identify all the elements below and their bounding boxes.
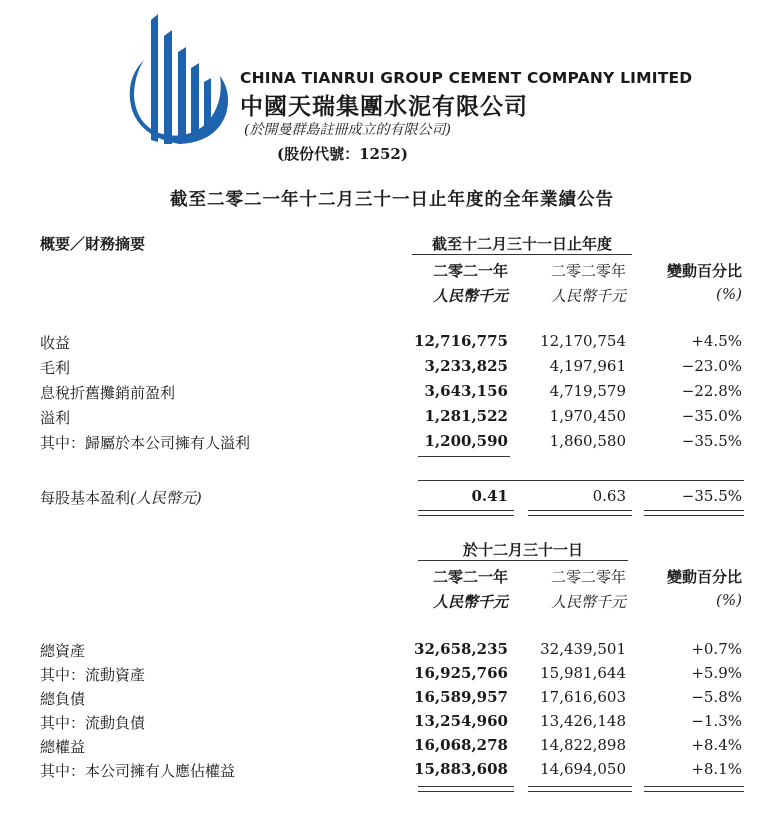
section-title: 概要／財務摘要	[40, 235, 146, 253]
table-row	[40, 332, 744, 356]
period-header: 截至十二月三十一日止年度	[431, 235, 612, 253]
company-logo	[120, 10, 230, 150]
value-change: +0.7%	[691, 640, 742, 658]
value-2020: 1,860,580	[549, 432, 626, 450]
row-label: 其中：流動負債	[40, 714, 146, 732]
column-change: 變動百分比	[666, 262, 742, 280]
column-unit-2020: 人民幣千元	[550, 287, 626, 305]
table-row	[40, 712, 744, 736]
row-underline	[418, 456, 510, 457]
value-2020: 4,719,579	[549, 382, 626, 400]
double-rule	[528, 786, 632, 792]
company-name-english: CHINA TIANRUI GROUP CEMENT COMPANY LIMITED	[240, 69, 693, 87]
value-change: −5.8%	[691, 688, 742, 706]
announcement-title: 截至二零二一年十二月三十一日止年度的全年業績公告	[170, 190, 614, 210]
company-name-chinese: 中國天瑞集團水泥有限公司	[240, 94, 528, 120]
row-label: 收益	[40, 334, 71, 352]
value-change: +8.4%	[691, 736, 742, 754]
value-2021: 15,883,608	[414, 760, 508, 778]
value-change: +4.5%	[691, 332, 742, 350]
value-2020: 15,981,644	[540, 664, 626, 682]
incorporation-note: (於開曼群島註冊成立的有限公司)	[244, 122, 451, 138]
value-2020: 0.63	[592, 487, 626, 505]
value-2021: 16,068,278	[414, 736, 508, 754]
double-rule	[528, 510, 632, 516]
table-row-eps	[40, 487, 744, 511]
row-label: 總資產	[40, 642, 86, 660]
value-2021: 1,281,522	[424, 407, 508, 425]
double-rule	[418, 510, 514, 516]
value-2020: 13,426,148	[540, 712, 626, 730]
value-change: +5.9%	[691, 664, 742, 682]
row-label: 總負債	[40, 690, 86, 708]
eps-unit: (人民幣元)	[130, 489, 202, 507]
value-2021: 16,589,957	[414, 688, 508, 706]
table-row	[40, 382, 744, 406]
double-rule	[644, 510, 744, 516]
table-row	[40, 664, 744, 688]
value-change: −35.5%	[681, 487, 742, 505]
row-label: 息稅折舊攤銷前盈利	[40, 384, 176, 402]
column-unit-2021: 人民幣千元	[432, 593, 508, 611]
row-label: 其中：本公司擁有人應佔權益	[40, 762, 236, 780]
double-rule	[418, 786, 514, 792]
value-2021: 12,716,775	[414, 332, 508, 350]
column-year-2021: 二零二一年	[432, 262, 508, 280]
value-2020: 32,439,501	[540, 640, 626, 658]
table-row	[40, 736, 744, 760]
column-change: 變動百分比	[666, 568, 742, 586]
eps-label: 每股基本盈利	[40, 489, 131, 507]
period-header: 於十二月三十一日	[462, 541, 583, 559]
table-row	[40, 640, 744, 664]
value-change: −22.8%	[681, 382, 742, 400]
period-header-underline	[412, 254, 632, 255]
row-label: 其中：歸屬於本公司擁有人溢利	[40, 434, 251, 452]
stock-code: (股份代號：1252)	[277, 145, 408, 163]
double-rule	[644, 786, 744, 792]
row-label: 總權益	[40, 738, 86, 756]
value-2020: 14,822,898	[540, 736, 626, 754]
value-change: +8.1%	[691, 760, 742, 778]
value-2021: 0.41	[471, 487, 508, 505]
table-row	[40, 688, 744, 712]
value-2021: 3,643,156	[424, 382, 508, 400]
value-2021: 1,200,590	[424, 432, 508, 450]
value-2020: 4,197,961	[549, 357, 626, 375]
value-2021: 16,925,766	[414, 664, 508, 682]
row-label	[40, 487, 202, 508]
column-unit-change: (%)	[716, 591, 742, 609]
column-unit-2021: 人民幣千元	[432, 287, 508, 305]
period-header-underline	[418, 560, 628, 561]
value-change: −35.5%	[681, 432, 742, 450]
column-year-2021: 二零二一年	[432, 568, 508, 586]
value-change: −1.3%	[691, 712, 742, 730]
column-unit-2020: 人民幣千元	[550, 593, 626, 611]
value-2020: 17,616,603	[540, 688, 626, 706]
value-change: −35.0%	[681, 407, 742, 425]
value-2021: 3,233,825	[424, 357, 508, 375]
eps-top-rule	[418, 480, 744, 481]
table-row	[40, 407, 744, 431]
value-2020: 14,694,050	[540, 760, 626, 778]
table-row	[40, 760, 744, 784]
row-label: 溢利	[40, 409, 71, 427]
column-year-2020: 二零二零年	[550, 568, 626, 586]
value-change: −23.0%	[681, 357, 742, 375]
table-row	[40, 432, 744, 456]
column-unit-change: (%)	[716, 285, 742, 303]
row-label: 其中：流動資產	[40, 666, 146, 684]
value-2021: 32,658,235	[414, 640, 508, 658]
value-2020: 1,970,450	[549, 407, 626, 425]
column-year-2020: 二零二零年	[550, 262, 626, 280]
value-2020: 12,170,754	[540, 332, 626, 350]
row-label: 毛利	[40, 359, 71, 377]
table-row	[40, 357, 744, 381]
value-2021: 13,254,960	[414, 712, 508, 730]
